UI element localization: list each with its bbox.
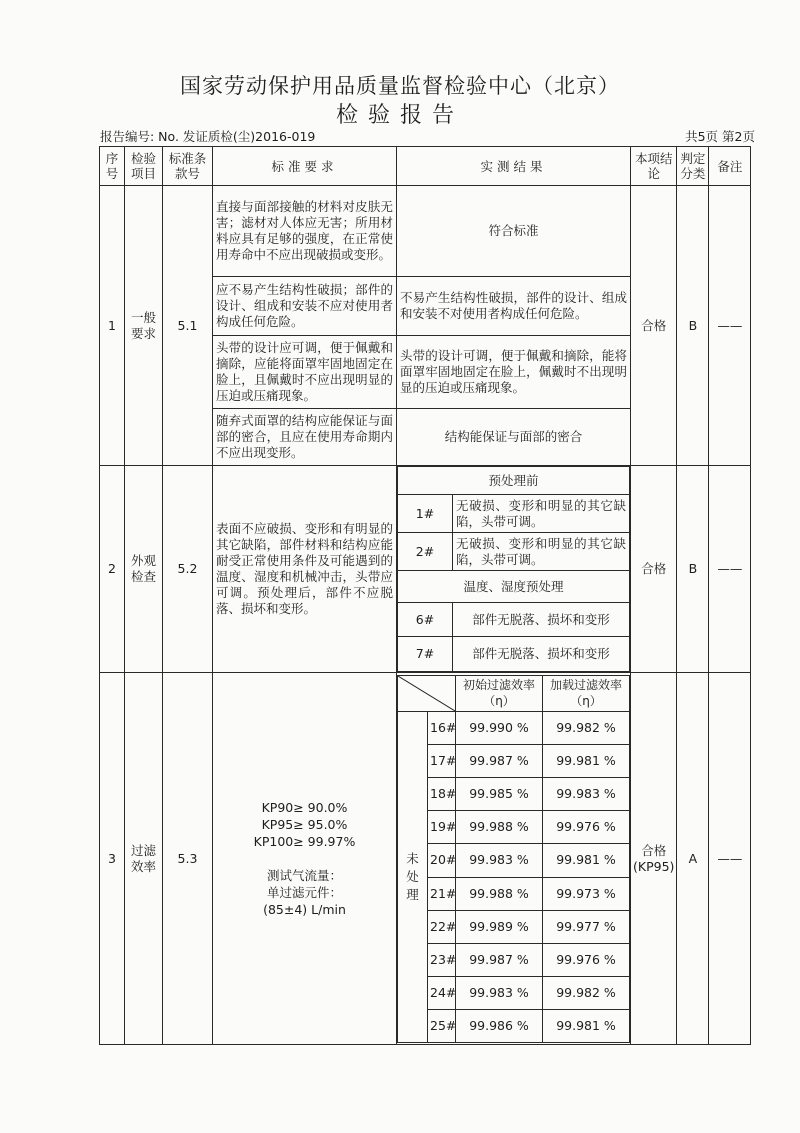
sample-id: 19# [428,810,456,843]
row2-category: B [677,466,709,673]
req-line: KP90≥ 90.0% [261,800,348,815]
row1-requirement-1: 直接与面部接触的材料对皮肤无害；滤材对人体应无害；所用材料应具有足够的强度，在正常使用寿命中不应出现破损或变形。 [213,186,397,277]
head-initial-efficiency: 初始过滤效率 （η） [456,675,543,711]
col-requirement-label: 标准要求 [271,158,338,174]
col-remark [709,147,751,186]
row1-requirement-4: 随弃式面罩的结构应能保证与面部的密合，且应在使用寿命期内不应出现变形。 [213,409,397,466]
row1-requirement-3: 头带的设计应可调，便于佩戴和摘除，应能将面罩牢固地固定在脸上，且佩戴时不应出现明显的压迫或压痛现象。 [213,336,397,409]
org-title: 国家劳动保护用品质量监督检验中心（北京） [180,74,620,98]
row3-remark: —— [709,673,751,1045]
head-loaded-efficiency: 加载过滤效率 （η） [543,675,630,711]
pretreatment-after-label: 温度、湿度预处理 [398,571,630,603]
sample-result: 无破损、变形和明显的其它缺陷，头带可调。 [453,495,630,533]
inspection-table [99,146,751,1045]
req-line: 测试气流量： [266,868,342,883]
row3-requirement [213,673,397,1045]
row2-requirement: 表面不应破损、变形和有明显的其它缺陷，部件材料和结构应能耐受正常使用条件及可能遇到的温度、湿度和机械冲击，头带应可调。预处理后，部件不应脱落、损坏和变形。 [213,466,397,673]
diagonal-line [398,676,455,711]
initial-efficiency: 99.987 % [456,943,543,976]
initial-efficiency: 99.989 % [456,910,543,943]
initial-efficiency: 99.988 % [456,810,543,843]
col-seq-label: 序号 [105,151,119,181]
row3-result [397,673,631,1045]
row2-remark: —— [709,466,751,673]
sample-id: 17# [428,744,456,777]
row2-item: 外观检查 [125,466,163,673]
row1-requirement-2: 应不易产生结构性破损；部件的设计、组成和安装不应对使用者构成任何危险。 [213,277,397,336]
col-conclusion-label: 本项结论 [634,151,673,181]
loaded-efficiency: 99.982 % [543,976,630,1009]
initial-efficiency: 99.985 % [456,777,543,810]
row1-result-3: 头带的设计可调，便于佩戴和摘除，能将面罩牢固地固定在脸上，佩戴时不出现明显的压迫或压痛现象。 [397,336,631,409]
initial-efficiency: 99.986 % [456,1009,543,1042]
page-info: 共5页 第2页 [685,129,755,144]
report-title: 检验报告 [335,103,464,128]
sample-id: 20# [428,843,456,877]
sample-id: 25# [428,1009,456,1042]
loaded-efficiency: 99.973 % [543,877,630,910]
diagonal-header-cell [398,675,456,711]
sample-id: 21# [428,877,456,910]
sample-id: 7# [398,637,453,672]
table-header-row [100,147,751,186]
req-line [215,850,394,867]
pretreatment-before-label: 预处理前 [398,467,630,495]
row2-result [397,466,631,673]
col-item [125,147,163,186]
sample-result: 部件无脱落、损坏和变形 [453,603,630,637]
initial-efficiency: 99.987 % [456,744,543,777]
row1-seq: 1 [100,186,125,466]
req-line: (85±4) L/min [263,902,346,917]
row1-clause: 5.1 [163,186,213,466]
sample-result: 无破损、变形和明显的其它缺陷，头带可调。 [453,533,630,571]
table-row [100,186,751,277]
req-line: KP100≥ 99.97% [253,834,356,849]
sample-id: 22# [428,910,456,943]
sample-id: 23# [428,943,456,976]
initial-efficiency: 99.983 % [456,843,543,877]
col-clause [163,147,213,186]
loaded-efficiency: 99.981 % [543,1009,630,1042]
col-result [397,147,631,186]
row2-result-table [397,466,630,672]
loaded-efficiency: 99.976 % [543,810,630,843]
row3-clause: 5.3 [163,673,213,1045]
loaded-efficiency: 99.982 % [543,711,630,744]
row3-conclusion: 合格 (KP95) [631,673,677,1045]
row3-item: 过滤效率 [125,673,163,1045]
col-clause-label: 标准条款号 [168,151,207,181]
loaded-efficiency: 99.976 % [543,943,630,976]
col-item-label: 检验项目 [130,151,156,181]
loaded-efficiency: 99.981 % [543,843,630,877]
filtration-requirements [215,799,394,918]
initial-efficiency: 99.988 % [456,877,543,910]
table-row [100,673,751,1045]
loaded-efficiency: 99.983 % [543,777,630,810]
row1-result-4: 结构能保证与面部的密合 [397,409,631,466]
row1-item: 一般要求 [125,186,163,466]
col-requirement [213,147,397,186]
row1-conclusion: 合格 [631,186,677,466]
row2-conclusion: 合格 [631,466,677,673]
sample-id: 1# [398,495,453,533]
sample-id: 24# [428,976,456,1009]
row1-result-1: 符合标准 [397,186,631,277]
req-line: KP95≥ 95.0% [261,817,348,832]
table-row [100,466,751,673]
row3-category: A [677,673,709,1045]
sample-id: 2# [398,533,453,571]
col-category [677,147,709,186]
sample-id: 16# [428,711,456,744]
col-remark-label: 备注 [717,158,743,174]
sample-id: 18# [428,777,456,810]
row1-category: B [677,186,709,466]
col-category-label: 判定分类 [680,151,706,181]
loaded-efficiency: 99.981 % [543,744,630,777]
req-line: 单过滤元件： [266,885,342,900]
row1-result-2: 不易产生结构性破损，部件的设计、组成和安装不对使用者构成任何危险。 [397,277,631,336]
row3-seq: 3 [100,673,125,1045]
filtration-result-table [397,675,630,1043]
sample-id: 6# [398,603,453,637]
sample-result: 部件无脱落、损坏和变形 [453,637,630,672]
report-number: 报告编号: No. 发证质检(尘)2016-019 [100,129,316,144]
row2-seq: 2 [100,466,125,673]
initial-efficiency: 99.990 % [456,711,543,744]
row2-clause: 5.2 [163,466,213,673]
row1-remark: —— [709,186,751,466]
col-result-label: 实测结果 [480,158,547,174]
col-seq [100,147,125,186]
initial-efficiency: 99.983 % [456,976,543,1009]
loaded-efficiency: 99.977 % [543,910,630,943]
untreated-label: 未 处 理 [398,711,428,1042]
col-conclusion [631,147,677,186]
